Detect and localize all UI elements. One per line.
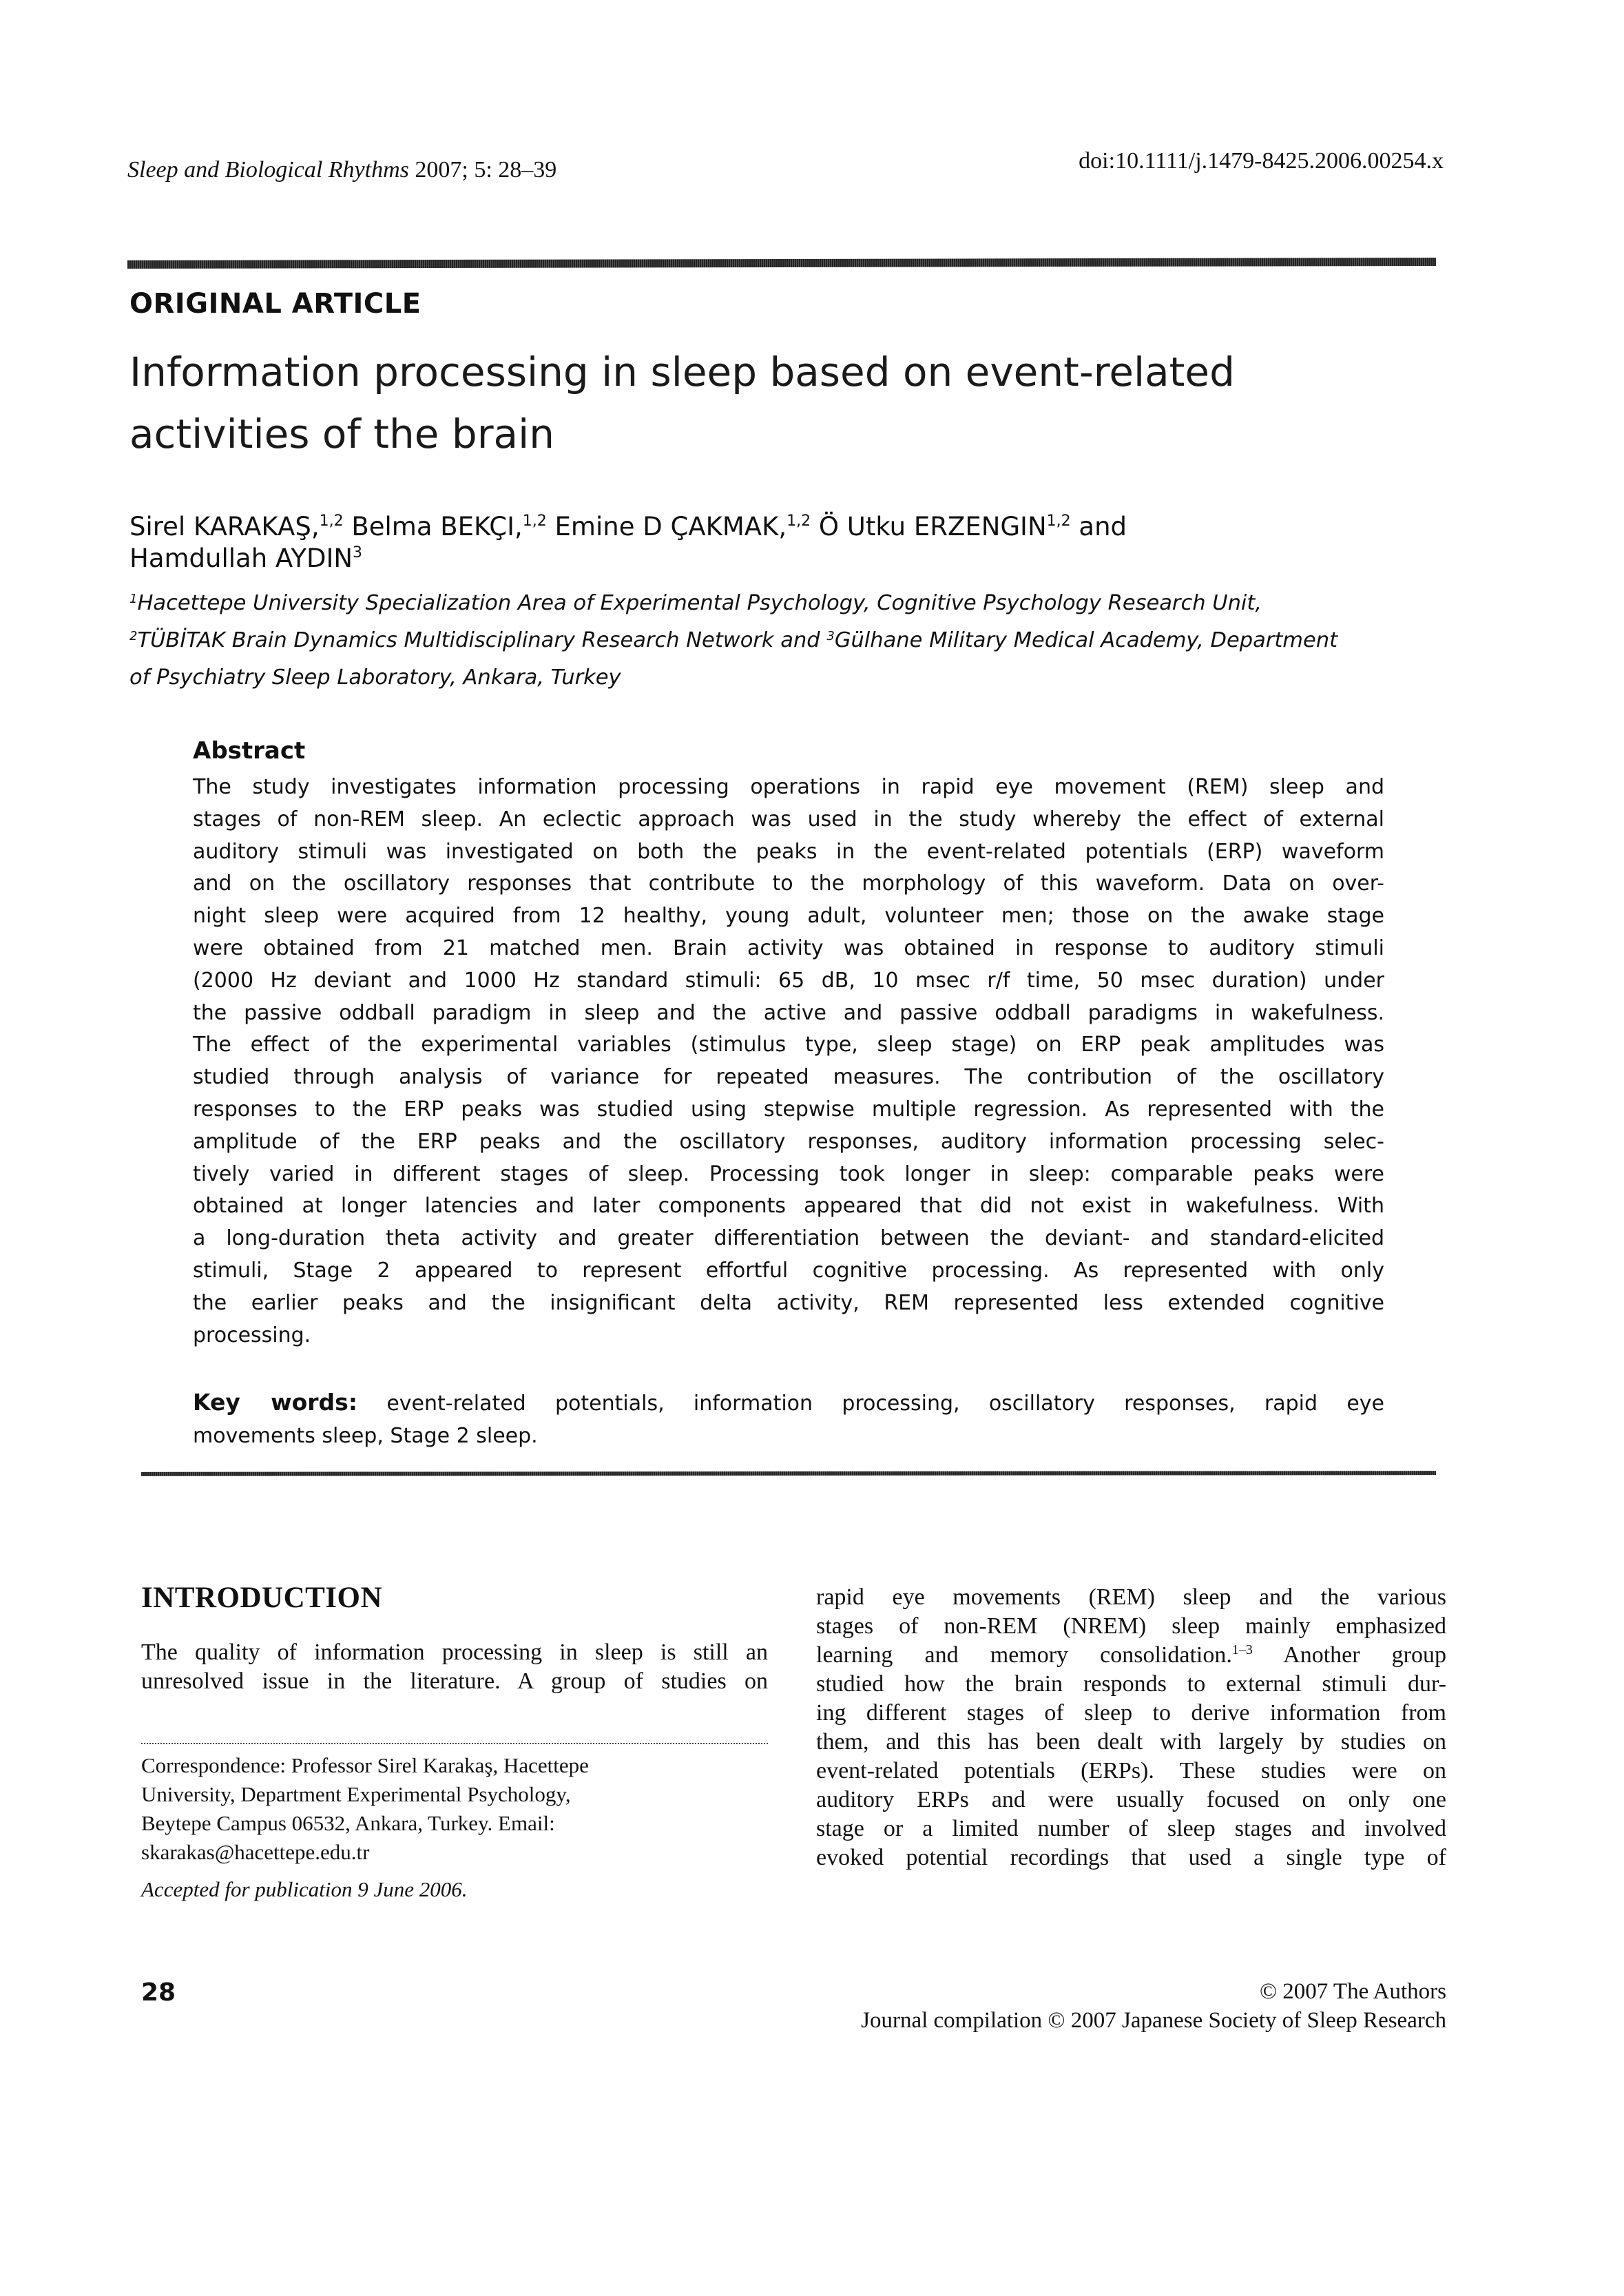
- author-affil-sup: 3: [353, 544, 363, 561]
- author-name: Ö Utku ERZENGIN: [818, 512, 1047, 541]
- title-line: Information processing in sleep based on event-related: [129, 349, 1235, 395]
- abstract-line: The study investigates information processing operations in rapid eye movement (REM) sleep and: [193, 775, 1384, 799]
- author-line: [129, 511, 1369, 543]
- copyright-line: © 2007 The Authors: [1259, 1979, 1446, 2004]
- affiliation-line: [129, 630, 1424, 652]
- affil-text: Hacettepe University Specialization Area of Experimental Psychology, Cognitive Psychology Research Unit,: [137, 591, 1262, 615]
- body-line: evoked potential recordings that used a single type of: [816, 1845, 1446, 1870]
- journal-name: Sleep and Biological Rhythms: [127, 157, 409, 183]
- abstract-line: processing.: [193, 1323, 311, 1347]
- affil-text: Gülhane Military Medical Academy, Department: [834, 628, 1338, 652]
- keywords-line: movements sleep, Stage 2 sleep.: [193, 1424, 538, 1448]
- body-line: unresolved issue in the literature. A group of studies on: [141, 1668, 768, 1694]
- correspondence-email[interactable]: skarakas@hacettepe.edu.tr: [141, 1840, 370, 1864]
- body-line: auditory ERPs and were usually focused on only one: [816, 1787, 1446, 1812]
- body-text: learning and memory consolidation.: [816, 1642, 1232, 1668]
- abstract-line: were obtained from 21 matched men. Brain activity was obtained in response to auditory stimuli: [193, 935, 1384, 960]
- keywords: [193, 1386, 1384, 1452]
- copyright-line: Journal compilation © 2007 Japanese Society of Sleep Research: [861, 2008, 1446, 2033]
- abstract-line: The effect of the experimental variables (stimulus type, sleep stage) on ERP peak amplitudes was: [193, 1033, 1384, 1057]
- body-line: studied how the brain responds to external stimuli dur-: [816, 1671, 1446, 1697]
- affil-sup: 2: [129, 629, 138, 643]
- author-conjunction: and: [1079, 512, 1127, 541]
- article-title: [129, 341, 1369, 465]
- author-line: [129, 543, 1369, 575]
- author-affil-sup: 1,2: [522, 513, 547, 530]
- affil-text: TÜBİTAK Brain Dynamics Multidisciplinary Research Network and: [137, 628, 827, 652]
- affiliations: [129, 592, 1424, 689]
- keywords-text: event-related potentials, information processing, oscillatory responses, rapid eye: [386, 1392, 1384, 1416]
- author-list: [129, 511, 1369, 575]
- doi[interactable]: doi:10.1111/j.1479-8425.2006.00254.x: [1079, 148, 1444, 174]
- introduction-right-column: [816, 1583, 1446, 1872]
- title-line: activities of the brain: [129, 411, 554, 457]
- author-name: Hamdullah AYDIN: [129, 544, 353, 573]
- introduction-left-column: [141, 1638, 768, 1696]
- body-text: Another group: [1252, 1642, 1447, 1668]
- body-line: stage or a limited number of sleep stages and involved: [816, 1816, 1446, 1841]
- abstract-line: night sleep were acquired from 12 healthy, young adult, volunteer men; those on the awake stage: [193, 904, 1384, 929]
- abstract-line: (2000 Hz deviant and 1000 Hz standard stimuli: 65 dB, 10 msec r/f time, 50 msec duration) under: [193, 968, 1384, 993]
- page-number: 28: [141, 1978, 176, 2007]
- abstract-line: stimuli, Stage 2 appeared to represent effortful cognitive processing. As represented with only: [193, 1258, 1384, 1283]
- article-type: ORIGINAL ARTICLE: [129, 288, 421, 320]
- abstract-heading: Abstract: [193, 737, 306, 765]
- accepted-date: Accepted for publication 9 June 2006.: [141, 1877, 468, 1901]
- affil-text: of Psychiatry Sleep Laboratory, Ankara, Turkey: [129, 665, 621, 690]
- body-line: them, and this has been dealt with largely by studies on: [816, 1729, 1446, 1755]
- affiliation-line: [129, 592, 1424, 614]
- abstract-line: amplitude of the ERP peaks and the oscillatory responses, auditory information processing selec-: [193, 1129, 1384, 1154]
- body-line: rapid eye movements (REM) sleep and the various: [816, 1584, 1446, 1610]
- abstract-line: the earlier peaks and the insignificant delta activity, REM represented less extended cognitive: [193, 1290, 1384, 1315]
- journal-volume: 2007; 5: 28–39: [415, 157, 557, 183]
- author-name: Belma BEKÇI,: [351, 512, 523, 541]
- author-affil-sup: 1,2: [319, 513, 344, 530]
- keywords-label: Key words:: [193, 1389, 358, 1416]
- abstract-line: responses to the ERP peaks was studied using stepwise multiple regression. As represented with the: [193, 1097, 1384, 1121]
- author-affil-sup: 1,2: [1046, 513, 1071, 530]
- abstract-line: obtained at longer latencies and later components appeared that did not exist in wakefulness. With: [193, 1194, 1384, 1219]
- affil-sup: 3: [826, 629, 835, 643]
- keywords-line: [193, 1386, 1384, 1420]
- body-line: ing different stages of sleep to derive information from: [816, 1700, 1446, 1726]
- abstract-line: tively varied in different stages of sleep. Processing took longer in sleep: comparable peaks were: [193, 1161, 1384, 1186]
- affiliation-line: [129, 667, 1424, 689]
- correspondence-note: [141, 1751, 768, 1867]
- affil-sup: 1: [129, 592, 138, 606]
- correspondence-line: Correspondence: Professor Sirel Karakaş, Hacettepe: [141, 1753, 589, 1777]
- abstract-line: stages of non-REM sleep. An eclectic approach was used in the study whereby the effect of external: [193, 807, 1384, 831]
- header-rule: [127, 258, 1436, 269]
- body-line: [816, 1641, 1446, 1670]
- abstract-line: and on the oscillatory responses that contribute to the morphology of this waveform. Data on over-: [193, 871, 1384, 896]
- body-line: stages of non-REM (NREM) sleep mainly emphasized: [816, 1613, 1446, 1639]
- copyright-notice: [861, 1977, 1446, 2035]
- author-name: Emine D ÇAKMAK,: [554, 512, 787, 541]
- abstract-line: a long-duration theta activity and greater differentiation between the deviant- and standard-elicited: [193, 1226, 1384, 1251]
- introduction-heading: INTRODUCTION: [141, 1582, 383, 1614]
- footnote-rule: [141, 1743, 768, 1744]
- correspondence-line: University, Department Experimental Psychology,: [141, 1782, 571, 1806]
- abstract-body: [193, 772, 1384, 1352]
- abstract-line: the passive oddball paradigm in sleep and the active and passive oddball paradigms in wakefulness.: [193, 1000, 1384, 1025]
- abstract-line: studied through analysis of variance for repeated measures. The contribution of the oscillatory: [193, 1065, 1384, 1090]
- author-name: Sirel KARAKAŞ,: [129, 512, 320, 541]
- citation-ref[interactable]: 1–3: [1231, 1642, 1253, 1657]
- correspondence-line: Beytepe Campus 06532, Ankara, Turkey. Email:: [141, 1811, 555, 1835]
- body-line: event-related potentials (ERPs). These studies were on: [816, 1758, 1446, 1783]
- abstract-rule: [141, 1471, 1436, 1476]
- body-line: The quality of information processing in sleep is still an: [141, 1640, 768, 1665]
- author-affil-sup: 1,2: [787, 513, 811, 530]
- abstract-line: auditory stimuli was investigated on both the peaks in the event-related potentials (ERP) waveform: [193, 839, 1384, 864]
- journal-citation: [127, 157, 556, 183]
